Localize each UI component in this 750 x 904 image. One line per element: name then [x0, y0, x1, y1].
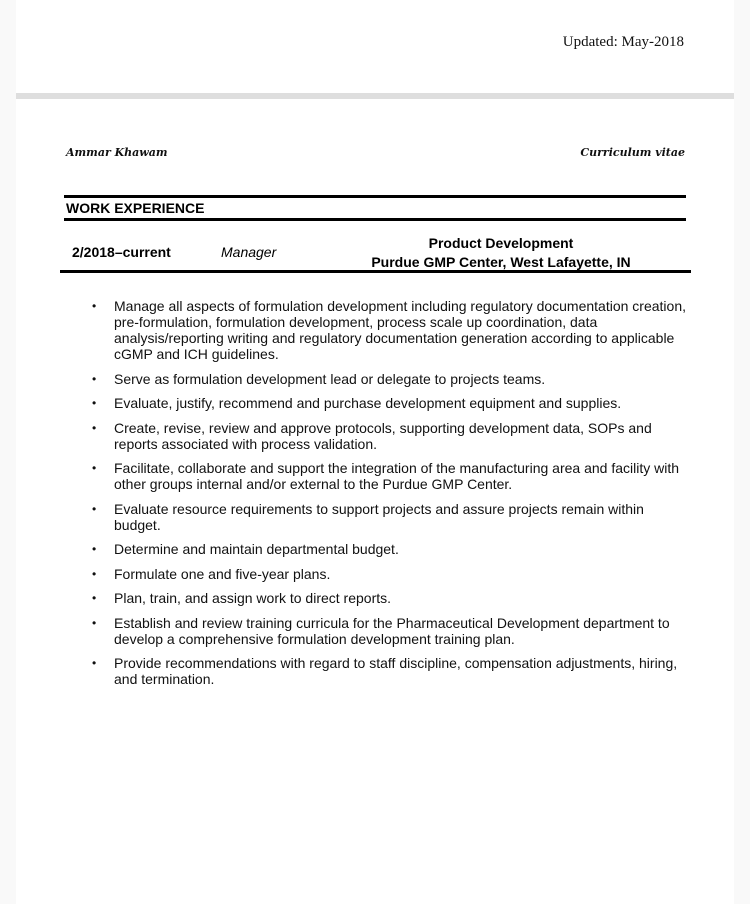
list-item: [92, 541, 692, 557]
list-item: [92, 615, 692, 647]
author-name: Ammar Khawam: [66, 146, 168, 159]
bullet-icon: •: [92, 501, 97, 516]
bullet-icon: •: [92, 461, 97, 475]
duty-text: Provide recommendations with regard to staff discipline, compensation adjustments, hiring, and termination.: [114, 655, 678, 687]
bullet-icon: •: [92, 615, 97, 630]
section-heading: [64, 195, 686, 221]
job-organization: [340, 234, 662, 272]
list-item: [92, 460, 692, 492]
bullet-icon: •: [92, 656, 97, 670]
job-title: Manager: [221, 244, 277, 260]
bullet-icon: •: [92, 299, 97, 313]
bullet-icon: •: [92, 420, 97, 435]
list-item: [92, 395, 692, 411]
duty-text: Establish and review training curricula for the Pharmaceutical Development department to develop a comprehensive formulation development training plan.: [114, 614, 670, 647]
section-title: WORK EXPERIENCE: [66, 200, 205, 216]
duty-text: Plan, train, and assign work to direct reports.: [114, 590, 392, 606]
duty-text: Manage all aspects of formulation development including regulatory documentation creation, pre-formulation, formulation development, process scale up coordination, data analysis/reporting writing and regulatory documentation generation according to applicable cGMP and ICH guidelines.: [114, 298, 687, 362]
duty-text: Facilitate, collaborate and support the integration of the manufacturing area and facility with other groups internal and/or external to the Purdue GMP Center.: [114, 460, 679, 492]
duty-text: Determine and maintain departmental budget.: [114, 541, 399, 557]
job-employer: Purdue GMP Center, West Lafayette, IN: [371, 254, 631, 270]
bullet-icon: •: [92, 396, 97, 410]
previous-page: [16, 0, 734, 93]
current-page: [16, 99, 734, 904]
document-type: Curriculum vitae: [580, 146, 685, 159]
bullet-icon: •: [92, 591, 97, 605]
list-item: [92, 420, 692, 452]
list-item: [92, 566, 692, 582]
bullet-icon: •: [92, 566, 97, 581]
duty-text: Evaluate resource requirements to support projects and assure projects remain within budget.: [114, 500, 644, 533]
duty-text: Create, revise, review and approve protocols, supporting development data, SOPs and reports associated with process validation.: [114, 419, 652, 452]
list-item: [92, 655, 692, 687]
list-item: [92, 298, 692, 362]
list-item: [92, 371, 692, 387]
bullet-icon: •: [92, 371, 97, 386]
bullet-icon: •: [92, 542, 97, 556]
job-entry: [60, 232, 691, 273]
duties-list: [92, 298, 692, 696]
duty-text: Serve as formulation development lead or delegate to projects teams.: [114, 370, 546, 387]
list-item: [92, 590, 692, 606]
job-dates: 2/2018–current: [72, 244, 171, 260]
updated-date: Updated: May-2018: [562, 34, 684, 50]
job-department: Product Development: [428, 235, 574, 251]
duty-text: Formulate one and five-year plans.: [114, 565, 331, 582]
duty-text: Evaluate, justify, recommend and purchase development equipment and supplies.: [114, 395, 622, 411]
list-item: [92, 501, 692, 533]
